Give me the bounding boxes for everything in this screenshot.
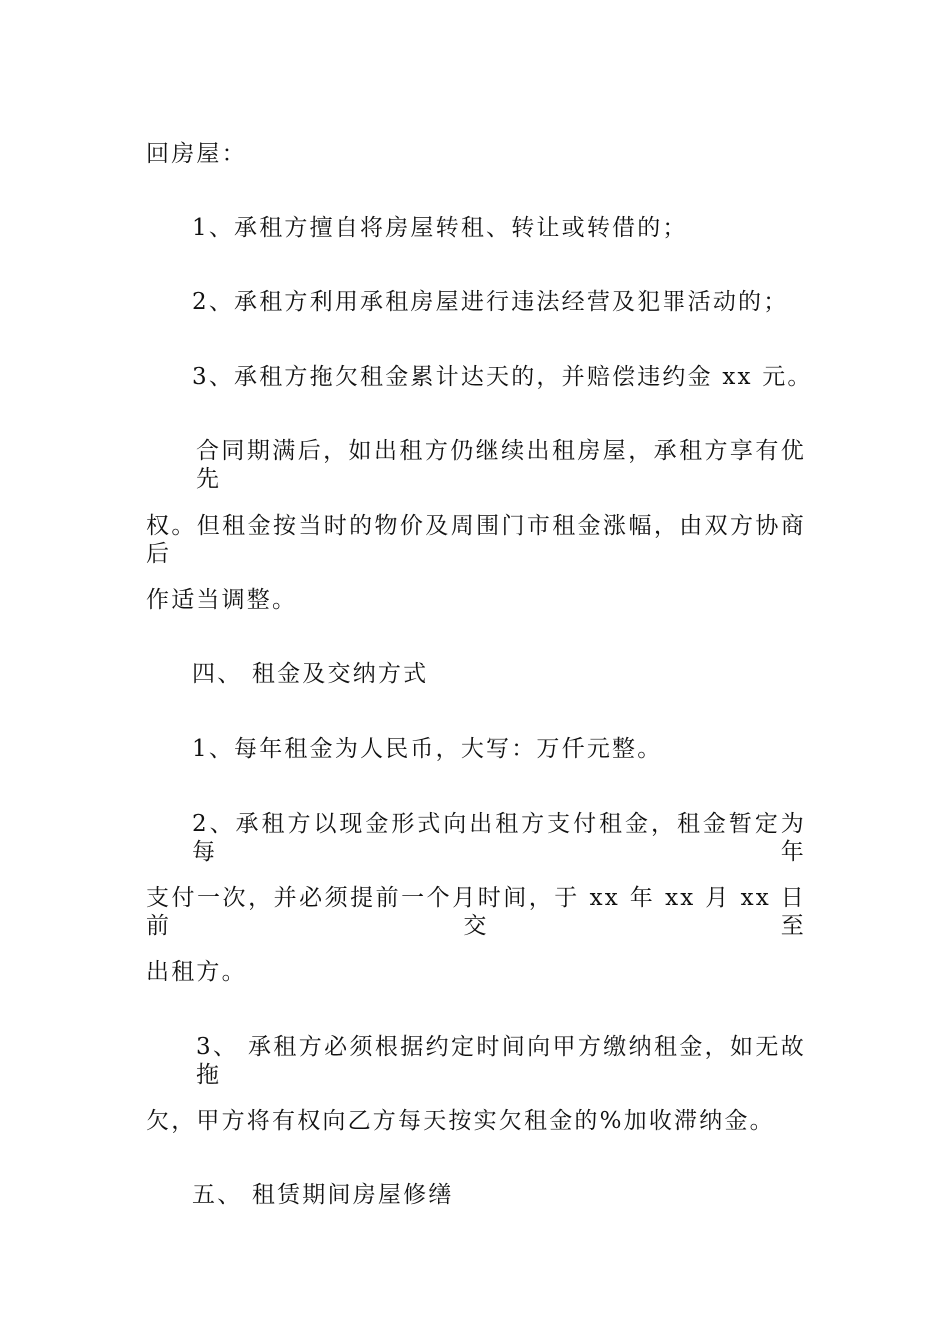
paragraph-line-6: 权。但租金按当时的物价及周围门市租金涨幅，由双方协商后 xyxy=(146,513,806,567)
list-item-4-3-line-2: 欠，甲方将有权向乙方每天按实欠租金的%加收滞纳金。 xyxy=(146,1108,775,1134)
paragraph-line-5: 合同期满后，如出租方仍继续出租房屋，承租方享有优先 xyxy=(196,438,806,492)
list-item-3: 3、承租方拖欠租金累计达天的，并赔偿违约金 xx 元。 xyxy=(192,364,813,390)
paragraph-line-7: 作适当调整。 xyxy=(146,587,298,613)
paragraph-line-1: 回房屋： xyxy=(146,141,247,167)
list-item-4-3-line-1: 3、 承租方必须根据约定时间向甲方缴纳租金，如无故拖 xyxy=(196,1034,806,1088)
section-heading-5: 五、 租赁期间房屋修缮 xyxy=(192,1182,454,1208)
list-item-1: 1、承租方擅自将房屋转租、转让或转借的； xyxy=(192,215,688,241)
list-item-4-2-line-1: 2、承租方以现金形式向出租方支付租金，租金暂定为每年 xyxy=(192,811,806,865)
list-item-4-2-line-3: 出租方。 xyxy=(146,959,247,985)
list-item-2: 2、承租方利用承租房屋进行违法经营及犯罪活动的； xyxy=(192,289,789,315)
list-item-4-1: 1、每年租金为人民币，大写：万仟元整。 xyxy=(192,736,663,762)
list-item-4-2-line-2: 支付一次，并必须提前一个月时间，于 xx 年 xx 月 xx 日前交至 xyxy=(146,885,806,939)
section-heading-4: 四、 租金及交纳方式 xyxy=(192,661,429,687)
